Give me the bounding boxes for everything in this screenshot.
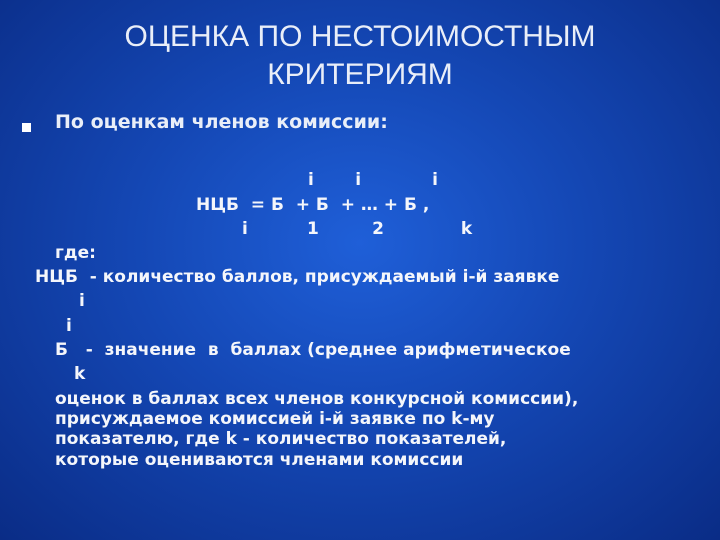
section-heading: По оценкам членов комиссии: [55,111,388,133]
b-subscript: k [74,364,86,384]
formula-main: НЦБ = Б + Б + … + Б , [196,195,430,215]
ncb-definition: НЦБ - количество баллов, присуждаемый i-й заявке [35,267,560,287]
b-superscript: i [66,316,72,336]
body-line-3: показателю, где k - количество показателей, [55,429,507,449]
b-definition: Б - значение в баллах (среднее арифметическое [55,340,571,360]
body-line-2: присуждаемое комиссией i-й заявке по k-му [55,409,495,429]
title-line-2: КРИТЕРИЯМ [267,58,453,91]
ncb-subscript: i [79,291,85,311]
where-label: где: [55,243,96,263]
formula-superscripts: i i i [308,170,438,190]
formula-subscripts: i 1 2 k [242,219,473,239]
title-line-1: ОЦЕНКА ПО НЕСТОИМОСТНЫМ [124,20,596,53]
body-line-4: которые оцениваются членами комиссии [55,450,464,470]
body-line-1: оценок в баллах всех членов конкурсной комиссии), [55,389,579,409]
slide-title [0,18,720,94]
bullet-square-icon [22,123,31,132]
